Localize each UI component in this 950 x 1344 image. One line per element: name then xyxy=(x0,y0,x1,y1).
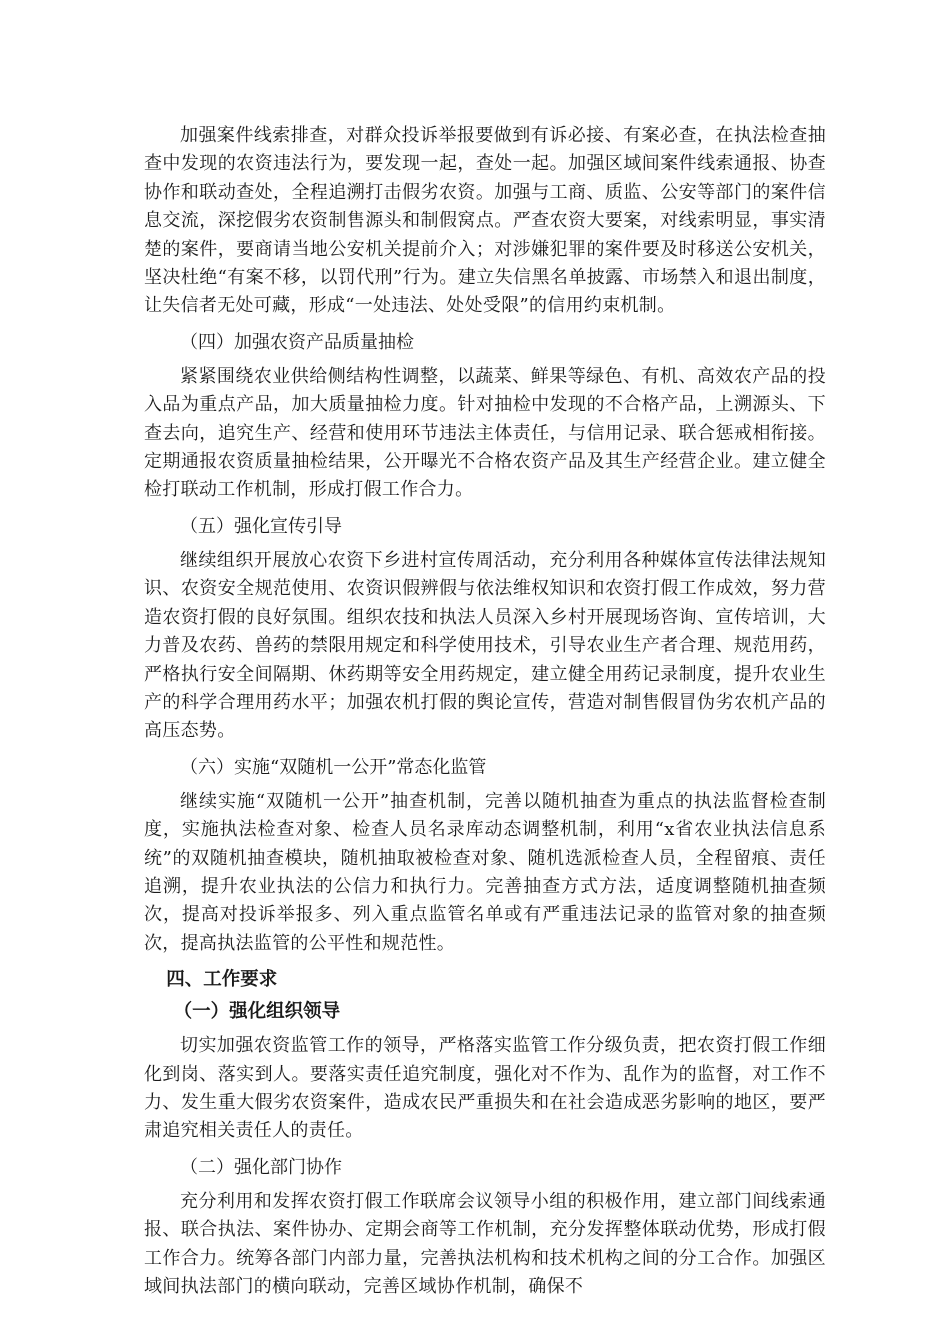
subheading-department-cooperation: （二）强化部门协作 xyxy=(180,1156,342,1178)
paragraph-department-cooperation: 充分利用和发挥农资打假工作联席会议领导小组的积极作用，建立部门间线索通报、联合执法、案件协办、定期会商等工作机制，充分发挥整体联动优势，形成打假工作合力。统筹各部门内部力量，完善执法机构和技术机构之间的分工合作。加强区域间执法部门的横向联动，完善区域协作机制，确保不 xyxy=(144,1190,826,1297)
subheading-quality-sampling: （四）加强农资产品质量抽检 xyxy=(180,331,414,353)
subheading-publicity: （五）强化宣传引导 xyxy=(180,515,342,537)
subheading-double-random: （六）实施“双随机一公开”常态化监管 xyxy=(180,756,487,778)
paragraph-quality-sampling: 紧紧围绕农业供给侧结构性调整，以蔬菜、鲜果等绿色、有机、高效农产品的投入品为重点产品，加大质量抽检力度。针对抽检中发现的不合格产品，上溯源头、下查去向，追究生产、经营和使用环节违法主体责任，与信用记录、联合惩戒相衔接。定期通报农资质量抽检结果，公开曝光不合格农资产品及其生产经营企业。建立健全检打联动工作机制，形成打假工作合力。 xyxy=(144,365,826,501)
document-page xyxy=(144,122,826,1301)
section-heading-work-requirements: 四、工作要求 xyxy=(166,969,278,991)
paragraph-organization-leadership: 切实加强农资监管工作的领导，严格落实监管工作分级负责，把农资打假工作细化到岗、落实到人。要落实责任追究制度，强化对不作为、乱作为的监督，对工作不力、发生重大假劣农资案件，造成农民严重损失和在社会造成恶劣影响的地区，要严肃追究相关责任人的责任。 xyxy=(144,1035,826,1142)
paragraph-publicity: 继续组织开展放心农资下乡进村宣传周活动，充分利用各种媒体宣传法律法规知识、农资安全规范使用、农资识假辨假与依法维权知识和农资打假工作成效，努力营造农资打假的良好氛围。组织农技和执法人员深入乡村开展现场咨询、宣传培训，大力普及农药、兽药的禁限用规定和科学使用技术，引导农业生产者合理、规范用药，严格执行安全间隔期、休药期等安全用药规定，建立健全用药记录制度，提升农业生产的科学合理用药水平；加强农机打假的舆论宣传，营造对制售假冒伪劣农机产品的高压态势。 xyxy=(144,549,826,742)
paragraph-case-investigation: 加强案件线索排查，对群众投诉举报要做到有诉必接、有案必查，在执法检查抽查中发现的农资违法行为，要发现一起，查处一起。加强区域间案件线索通报、协查协作和联动查处，全程追溯打击假劣农资。加强与工商、质监、公安等部门的案件信息交流，深挖假劣农资制售源头和制假窝点。严查农资大要案，对线索明显，事实清楚的案件，要商请当地公安机关提前介入；对涉嫌犯罪的案件要及时移送公安机关，坚决杜绝“有案不移，以罚代刑”行为。建立失信黑名单披露、市场禁入和退出制度，让失信者无处可藏，形成“一处违法、处处受限”的信用约束机制。 xyxy=(144,125,826,317)
subheading-organization-leadership: （一）强化组织领导 xyxy=(173,1001,341,1023)
paragraph-double-random: 继续实施“双随机一公开”抽查机制，完善以随机抽查为重点的执法监督检查制度，实施执法检查对象、检查人员名录库动态调整机制，利用“x省农业执法信息系统”的双随机抽查模块，随机抽取被检查对象、随机选派检查人员，全程留痕、责任追溯，提升农业执法的公信力和执行力。完善抽查方式方法，适度调整随机抽查频次，提高对投诉举报多、列入重点监管名单或有严重违法记录的监管对象的抽查频次，提高执法监管的公平性和规范性。 xyxy=(144,790,826,954)
